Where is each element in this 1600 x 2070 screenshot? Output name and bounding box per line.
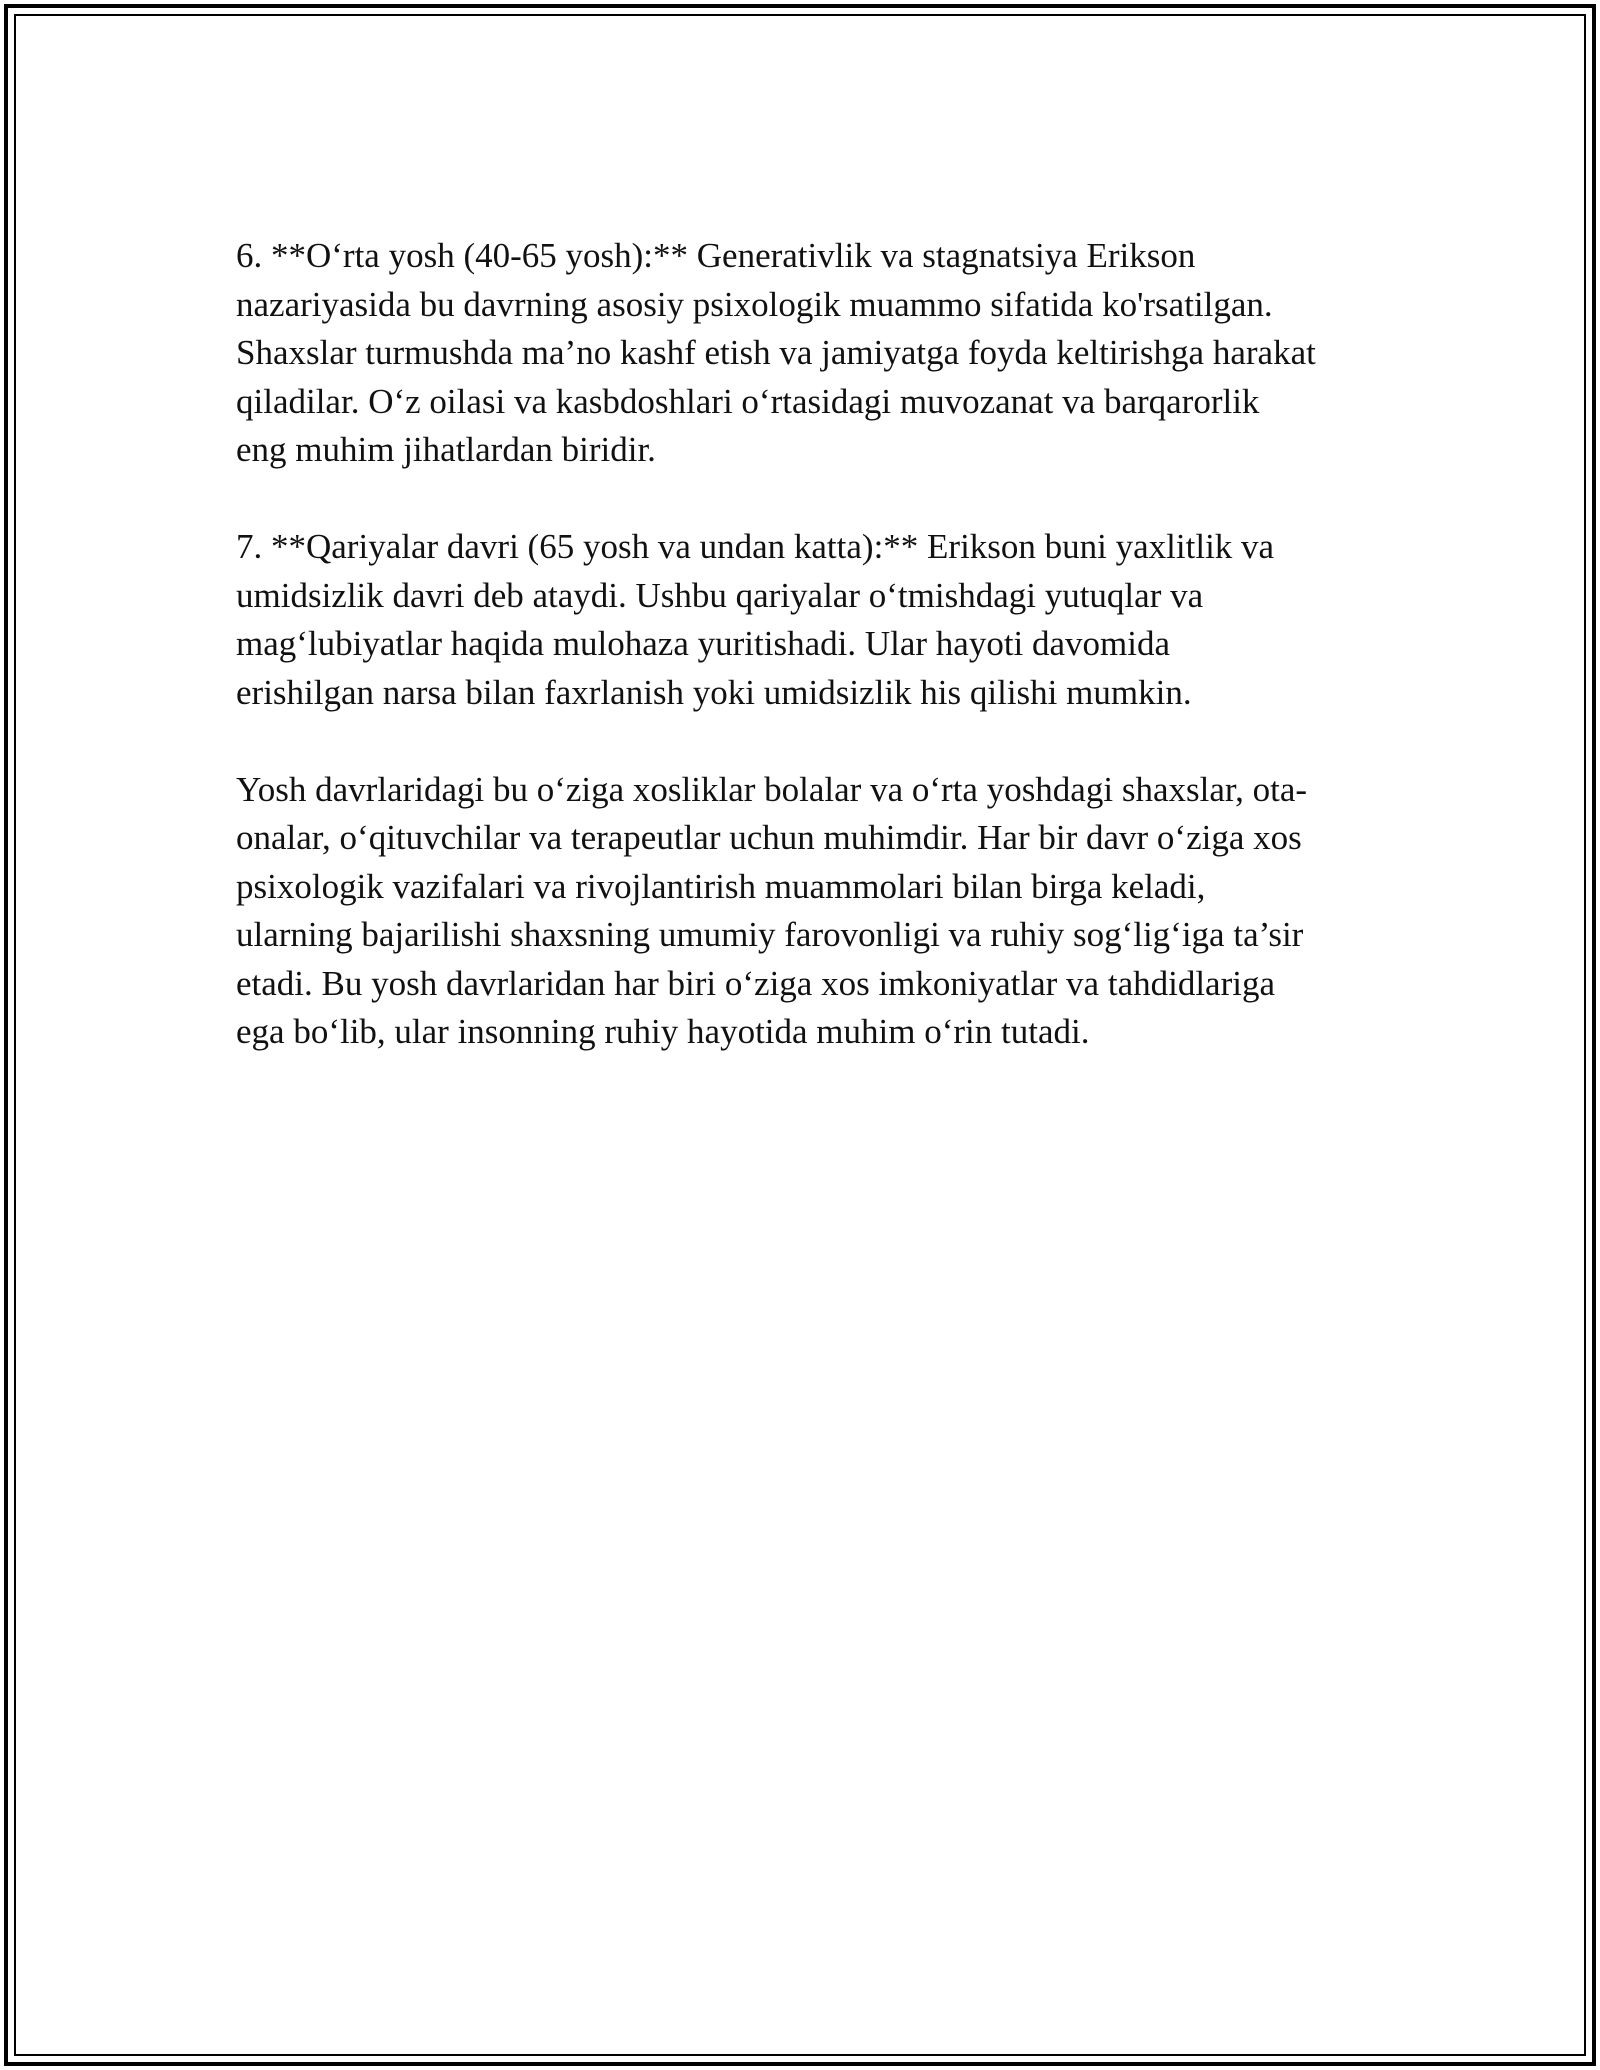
text-line: Yosh davrlaridagi bu o‘ziga xosliklar bolalar va o‘rta yoshdagi shaxslar, ota- (236, 769, 1308, 809)
text-line: ega bo‘lib, ular insonning ruhiy hayotida muhim o‘rin tutadi. (236, 1012, 1090, 1051)
paragraph-old-age (236, 523, 1376, 717)
text-line: etadi. Bu yosh davrlaridan har biri o‘ziga xos imkoniyatlar va tahdidlariga (236, 963, 1275, 1003)
text-line: umidsizlik davri deb ataydi. Ushbu qariyalar o‘tmishdagi yutuqlar va (236, 575, 1204, 615)
text-line: psixologik vazifalari va rivojlantirish muammolari bilan birga keladi, (236, 866, 1206, 906)
text-line: Shaxslar turmushda ma’no kashf etish va jamiyatga foyda keltirishga harakat (236, 333, 1316, 372)
paragraph-middle-age (236, 232, 1376, 475)
text-line: erishilgan narsa bilan faxrlanish yoki umidsizlik his qilishi mumkin. (236, 672, 1192, 712)
text-line: mag‘lubiyatlar haqida mulohaza yuritishadi. Ular hayoti davomida (236, 624, 1171, 663)
text-line: ularning bajarilishi shaxsning umumiy farovonligi va ruhiy sog‘lig‘iga ta’sir (236, 915, 1304, 954)
text-line: 6. **O‘rta yosh (40-65 yosh):** Generativlik va stagnatsiya Erikson (236, 236, 1196, 275)
text-line: onalar, o‘qituvchilar va terapeutlar uchun muhimdir. Har bir davr o‘ziga xos (236, 818, 1302, 857)
text-line: 7. **Qariyalar davri (65 yosh va undan katta):** Erikson buni yaxlitlik va (236, 527, 1275, 566)
text-line: qiladilar. O‘z oilasi va kasbdoshlari o‘rtasidagi muvozanat va barqarorlik (236, 381, 1260, 421)
paragraph-conclusion (236, 766, 1376, 1057)
text-line: eng muhim jihatlardan biridir. (236, 430, 656, 469)
document-body (236, 232, 1376, 1105)
text-line: nazariyasida bu davrning asosiy psixologik muammo sifatida ko'rsatilgan. (236, 284, 1273, 324)
